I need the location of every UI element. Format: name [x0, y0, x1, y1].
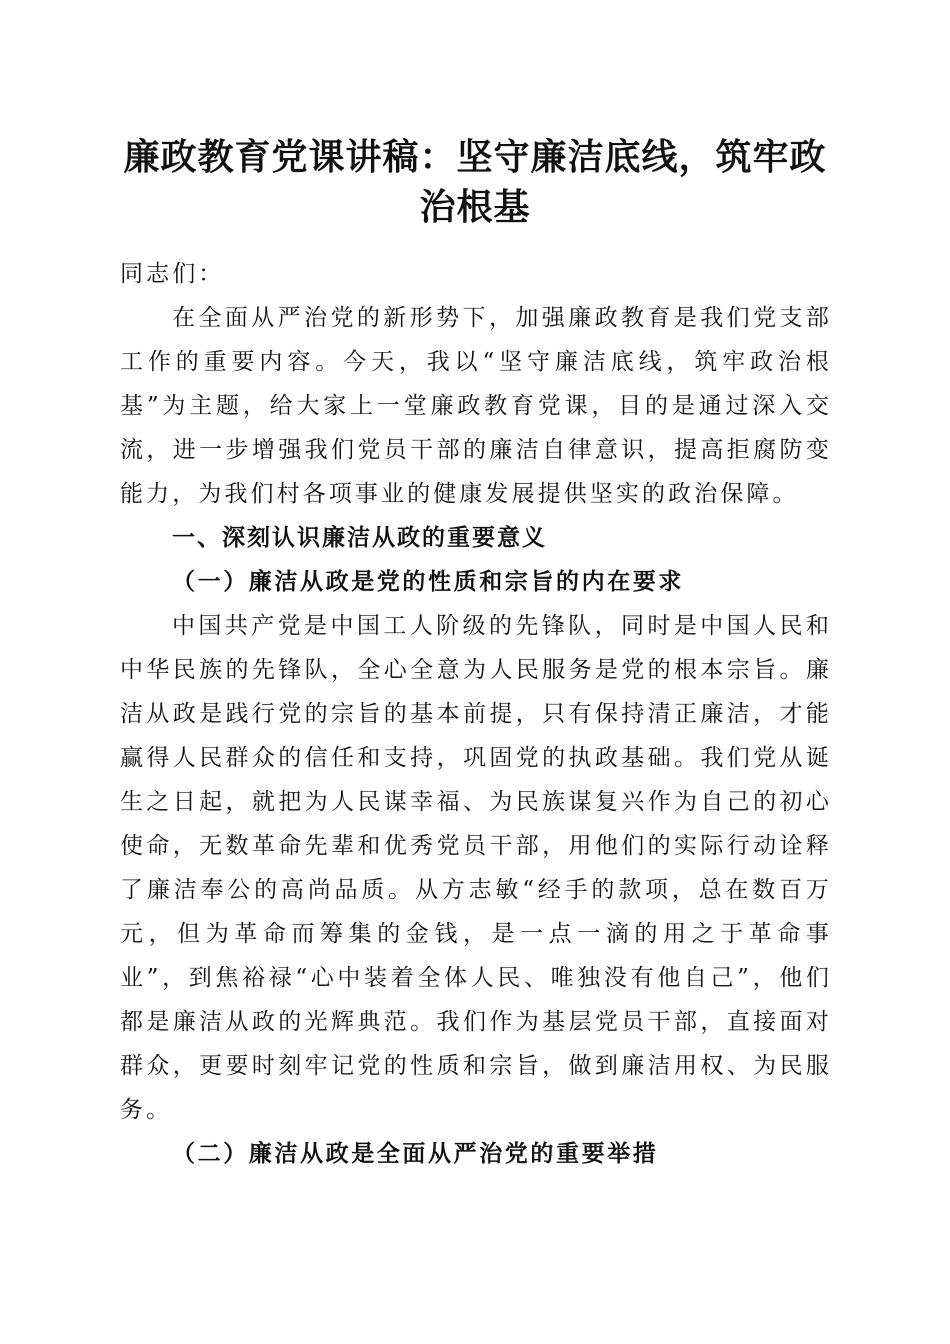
section-heading-1: 一、深刻认识廉洁从政的重要意义 — [172, 525, 547, 551]
intro-paragraph: 在全面从严治党的新形势下，加强廉政教育是我们党支部工作的重要内容。今天，我以“坚守廉洁底线，筑牢政治根基”为主题，给大家上一堂廉政教育党课，目的是通过深入交流，进一步增强我们党员干部的廉洁自律意识，提高拒腐防变能力，为我们村各项事业的健康发展提供坚实的政治保障。 — [120, 305, 832, 507]
subsection-heading-1: （一）廉洁从政是党的性质和宗旨的内在要求 — [172, 568, 684, 595]
subsection-1-paragraph: 中国共产党是中国工人阶级的先锋队，同时是中国人民和中华民族的先锋队，全心全意为人民服务是党的根本宗旨。廉洁从政是践行党的宗旨的基本前提，只有保持清正廉洁，才能赢得人民群众的信任和支持，巩固党的执政基础。我们党从诞生之日起，就把为人民谋幸福、为民族谋复兴作为自己的初心使命，无数革命先辈和优秀党员干部，用他们的实际行动诠释了廉洁奉公的高尚品质。从方志敏“经手的款项，总在数百万元，但为革命而筹集的金钱，是一点一滴的用之于革命事业”，到焦裕禄“心中装着全体人民、唯独没有他自己”，他们都是廉洁从政的光辉典范。我们作为基层党员干部，直接面对群众，更要时刻牢记党的性质和宗旨，做到廉洁用权、为民服务。 — [120, 613, 832, 1123]
document-title: 廉政教育党课讲稿：坚守廉洁底线，筑牢政治根基 — [123, 136, 827, 228]
document-body — [120, 252, 832, 1176]
subsection-heading-2: （二）廉洁从政是全面从严治党的重要举措 — [172, 1140, 659, 1167]
greeting: 同志们： — [120, 261, 225, 287]
